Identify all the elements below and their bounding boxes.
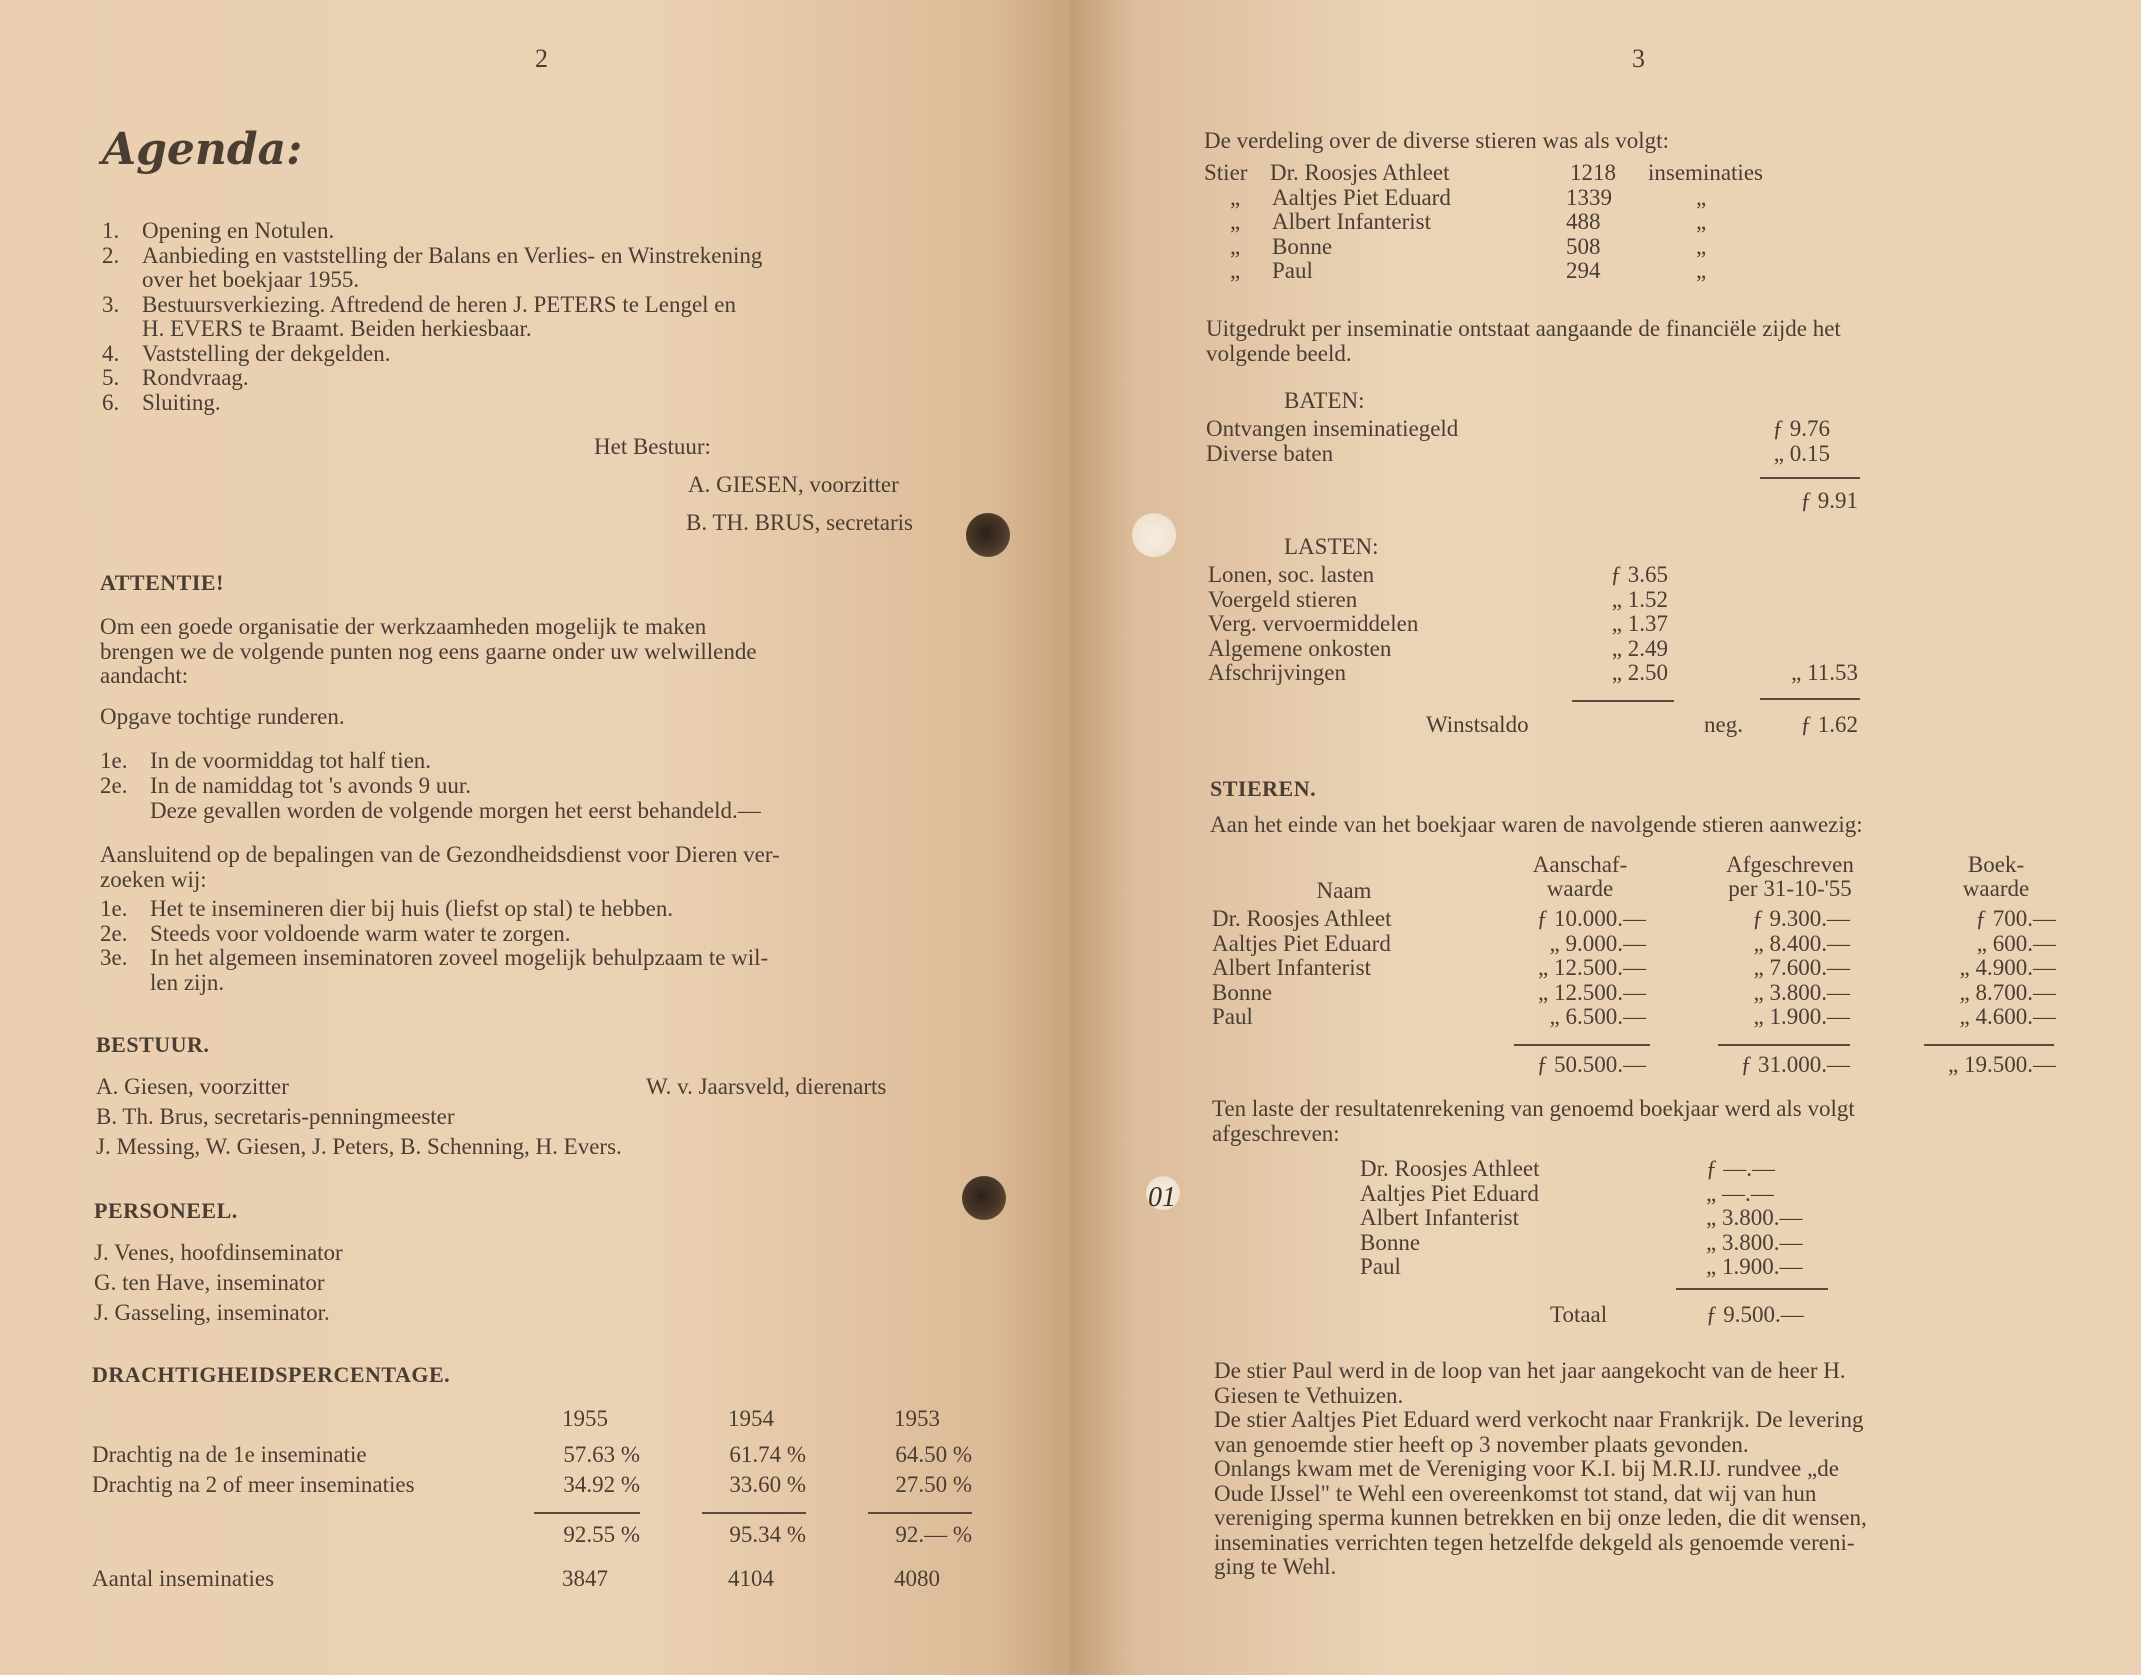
verdeling-name: Aaltjes Piet Eduard: [1272, 184, 1451, 210]
verzoek-item-text: len zijn.: [150, 969, 225, 995]
dracht-value: 61.74 %: [729, 1442, 806, 1467]
verdeling-prefix: „: [1230, 209, 1241, 234]
afschrijving-intro-line: afgeschreven:: [1212, 1120, 1340, 1146]
bestuur-line2: B. Th. Brus, secretaris-penningmeester: [96, 1104, 455, 1129]
verdeling-count: 294: [1566, 258, 1601, 283]
closing-line: Oude IJssel" te Wehl een overeenkomst tot stand, dat wij van hun: [1214, 1480, 1817, 1506]
opgave-heading: Opgave tochtige runderen.: [100, 704, 345, 729]
verdeling-unit: „: [1696, 209, 1707, 234]
verdeling-prefix: „: [1230, 258, 1241, 283]
baten-label: Diverse baten: [1206, 440, 1334, 466]
verdeling-count: 1339: [1566, 184, 1612, 210]
afschrijving-value: „ —.—: [1706, 1180, 1774, 1206]
afschrijving-total-value: ƒ 9.500.—: [1706, 1302, 1804, 1327]
opgave-item-text: In de namiddag tot 's avonds 9 uur.: [150, 772, 471, 798]
stieren-aanschaf: „ 9.000.—: [1549, 930, 1646, 956]
lasten-label: Algemene onkosten: [1208, 635, 1392, 661]
stieren-afgeschreven: „ 7.600.—: [1753, 955, 1850, 980]
dracht-year: 1955: [562, 1406, 608, 1431]
dracht-value: 33.60 %: [729, 1472, 806, 1497]
verdeling-count: 508: [1566, 233, 1601, 259]
col-aanschaf-header-2: waarde: [1546, 876, 1614, 901]
stieren-rule-aanschaf: [1514, 1044, 1650, 1046]
stieren-afgeschreven: „ 3.800.—: [1753, 979, 1850, 1005]
lasten-label: Lonen, soc. lasten: [1208, 562, 1375, 587]
verdeling-name: Bonne: [1272, 233, 1333, 259]
opgave-note: Deze gevallen worden de volgende morgen het eerst behandeld.—: [150, 798, 761, 823]
agenda-item-number: 3.: [102, 291, 120, 317]
lasten-label: Afschrijvingen: [1208, 660, 1346, 685]
dracht-row1-label: Drachtig na de 1e inseminatie: [92, 1442, 367, 1467]
aansluitend-line: Aansluitend op de bepalingen van de Gezondheidsdienst voor Dieren ver-: [100, 842, 780, 867]
agenda-item-text: H. EVERS te Braamt. Beiden herkiesbaar.: [142, 316, 532, 341]
winstsaldo-value: ƒ 1.62: [1800, 712, 1858, 737]
agenda-item-text: Vaststelling der dekgelden.: [142, 340, 391, 366]
attentie-intro-line: aandacht:: [100, 663, 189, 688]
agenda-item-text: over het boekjaar 1955.: [142, 267, 360, 292]
dracht-year: 1953: [894, 1406, 940, 1431]
agenda-item-text: Rondvraag.: [142, 365, 249, 390]
lasten-rule-right: [1760, 698, 1860, 700]
right-page: [1070, 0, 2141, 1675]
dracht-total: 92.55 %: [563, 1522, 640, 1547]
stieren-afgeschreven: „ 8.400.—: [1753, 930, 1850, 956]
lasten-value: „ 1.37: [1611, 611, 1668, 636]
verdeling-name: Dr. Roosjes Athleet: [1270, 160, 1450, 185]
dracht-value: 57.63 %: [563, 1442, 640, 1467]
afschrijving-name: Paul: [1360, 1254, 1401, 1279]
opgave-item-text: In de voormiddag tot half tien.: [150, 748, 432, 773]
opgave-item-number: 2e.: [100, 772, 128, 798]
agenda-item-number: 6.: [102, 389, 120, 415]
dracht-heading: DRACHTIGHEIDSPERCENTAGE.: [92, 1362, 451, 1387]
punch-hole-right-top: [1132, 513, 1176, 557]
verzoek-item-number: 2e.: [100, 920, 128, 946]
closing-line: De stier Aaltjes Piet Eduard werd verkocht naar Frankrijk. De levering: [1214, 1407, 1864, 1432]
dracht-aantal-value: 4080: [894, 1566, 940, 1591]
stieren-afgeschreven: ƒ 9.300.—: [1752, 906, 1850, 931]
closing-line: vereniging sperma kunnen betrekken en bij onze leden, die dit wensen,: [1214, 1505, 1867, 1530]
stieren-boek: „ 4.600.—: [1959, 1004, 2056, 1029]
dracht-value: 64.50 %: [895, 1442, 972, 1467]
dracht-year: 1954: [728, 1406, 774, 1431]
dracht-total: 95.34 %: [729, 1522, 806, 1547]
afschrijving-value: „ 1.900.—: [1706, 1254, 1803, 1279]
stieren-total-afgeschreven: ƒ 31.000.—: [1740, 1052, 1850, 1077]
baten-total: ƒ 9.91: [1800, 488, 1858, 513]
attentie-intro-line: brengen we de volgende punten nog eens gaarne onder uw welwillende: [100, 638, 757, 664]
verdeling-unit: „: [1696, 233, 1707, 259]
bestuur-signature-secretaris: B. TH. BRUS, secretaris: [686, 510, 914, 535]
stieren-afgeschreven: „ 1.900.—: [1753, 1004, 1850, 1029]
afschrijving-value: „ 3.800.—: [1706, 1205, 1803, 1230]
verdeling-unit: „: [1696, 258, 1707, 283]
verdeling-prefix: Stier: [1204, 160, 1248, 185]
col-afgeschreven-header-2: per 31-10-'55: [1728, 876, 1852, 901]
stieren-name: Bonne: [1212, 979, 1273, 1005]
aansluitend-line: zoeken wij:: [100, 866, 207, 892]
lasten-heading: LASTEN:: [1284, 534, 1379, 559]
closing-line: Onlangs kwam met de Vereniging voor K.I. bij M.R.IJ. rundvee „de: [1214, 1456, 1839, 1481]
uitgedrukt-line: volgende beeld.: [1206, 340, 1352, 366]
verdeling-name: Paul: [1272, 258, 1313, 283]
afschrijving-name: Bonne: [1360, 1229, 1421, 1255]
stieren-rule-afgeschreven: [1718, 1044, 1850, 1046]
punch-hole-left-top: [966, 513, 1010, 557]
stieren-name: Paul: [1212, 1004, 1253, 1029]
lasten-value: „ 1.52: [1611, 586, 1668, 612]
stieren-total-aanschaf: ƒ 50.500.—: [1536, 1052, 1646, 1077]
agenda-title: Agenda:: [102, 124, 303, 175]
punch-hole-left-bottom: [962, 1176, 1006, 1220]
lasten-label: Verg. vervoermiddelen: [1208, 611, 1419, 636]
stieren-boek: ƒ 700.—: [1975, 906, 2056, 931]
verdeling-unit: inseminaties: [1648, 160, 1763, 185]
closing-line: Giesen te Vethuizen.: [1214, 1382, 1404, 1408]
personeel-heading: PERSONEEL.: [94, 1198, 238, 1223]
dracht-aantal-value: 3847: [562, 1566, 608, 1591]
stieren-heading: STIEREN.: [1210, 776, 1317, 801]
dracht-rule-1955: [534, 1512, 640, 1514]
stieren-boek: „ 600.—: [1976, 930, 2056, 956]
afschrijving-rule: [1676, 1288, 1828, 1290]
attentie-heading: ATTENTIE!: [100, 570, 224, 595]
baten-rule: [1760, 477, 1860, 479]
stieren-intro: Aan het einde van het boekjaar waren de navolgende stieren aanwezig:: [1210, 812, 1863, 837]
dracht-value: 27.50 %: [895, 1472, 972, 1497]
dracht-row2-label: Drachtig na 2 of meer inseminaties: [92, 1472, 415, 1497]
afschrijving-value: ƒ —.—: [1706, 1156, 1775, 1181]
stieren-boek: „ 8.700.—: [1959, 979, 2056, 1005]
verdeling-count: 1218: [1570, 160, 1616, 185]
stieren-aanschaf: „ 6.500.—: [1549, 1004, 1646, 1029]
afschrijving-value: „ 3.800.—: [1706, 1229, 1803, 1255]
closing-line: inseminaties verrichten tegen hetzelfde dekgeld als genoemde vereni-: [1214, 1529, 1855, 1555]
baten-heading: BATEN:: [1284, 388, 1365, 413]
personeel-item: J. Venes, hoofdinseminator: [94, 1240, 343, 1265]
margin-mark: 01: [1148, 1182, 1176, 1213]
col-afgeschreven-header-1: Afgeschreven: [1726, 852, 1854, 877]
stieren-aanschaf: „ 12.500.—: [1538, 955, 1646, 980]
stieren-total-boek: „ 19.500.—: [1948, 1052, 2056, 1077]
opgave-item-number: 1e.: [100, 748, 128, 773]
dracht-aantal-value: 4104: [728, 1566, 774, 1591]
agenda-item-number: 4.: [102, 340, 120, 366]
lasten-value: ƒ 3.65: [1610, 562, 1668, 587]
left-page: [0, 0, 1070, 1675]
afschrijving-intro-line: Ten laste der resultatenrekening van genoemd boekjaar werd als volgt: [1212, 1096, 1855, 1121]
verdeling-name: Albert Infanterist: [1272, 209, 1432, 234]
afschrijving-name: Albert Infanterist: [1360, 1205, 1520, 1230]
dracht-aantal-label: Aantal inseminaties: [92, 1566, 275, 1591]
agenda-item-text: Bestuursverkiezing. Aftredend de heren J. PETERS te Lengel en: [142, 291, 737, 317]
agenda-item-text: Aanbieding en vaststelling der Balans en Verlies- en Winstrekening: [142, 242, 763, 268]
verdeling-unit: „: [1696, 184, 1707, 210]
personeel-item: J. Gasseling, inseminator.: [94, 1300, 330, 1325]
col-aanschaf-header-1: Aanschaf-: [1532, 852, 1628, 877]
baten-label: Ontvangen inseminatiegeld: [1206, 416, 1459, 441]
verzoek-item-text: Het te insemineren dier bij huis (liefst op stal) te hebben.: [150, 896, 674, 921]
stieren-boek: „ 4.900.—: [1959, 955, 2056, 980]
col-boek-header-2: waarde: [1962, 876, 2030, 901]
lasten-rule-left: [1572, 700, 1674, 702]
agenda-item-number: 2.: [102, 242, 120, 268]
verzoek-item-number: 3e.: [100, 945, 128, 970]
stieren-aanschaf: „ 12.500.—: [1538, 979, 1646, 1005]
stieren-rule-boek: [1924, 1044, 2054, 1046]
lasten-value: „ 2.49: [1611, 635, 1668, 661]
verzoek-item-number: 1e.: [100, 896, 128, 921]
bestuur-dierenarts: W. v. Jaarsveld, dierenarts: [646, 1074, 887, 1099]
page-number-left: 2: [535, 44, 548, 73]
bestuur-heading: BESTUUR.: [96, 1032, 210, 1057]
winstsaldo-label: Winstsaldo: [1426, 712, 1529, 737]
verdeling-prefix: „: [1230, 184, 1241, 210]
page-number-right: 3: [1632, 44, 1645, 73]
agenda-item-text: Opening en Notulen.: [142, 218, 335, 243]
agenda-item-number: 1.: [102, 218, 120, 243]
lasten-value: „ 2.50: [1611, 660, 1668, 685]
uitgedrukt-line: Uitgedrukt per inseminatie ontstaat aangaande de financiële zijde het: [1206, 316, 1841, 341]
verdeling-intro: De verdeling over de diverse stieren was als volgt:: [1204, 128, 1669, 153]
col-naam-header: Naam: [1316, 878, 1372, 903]
dracht-value: 34.92 %: [563, 1472, 640, 1497]
verdeling-count: 488: [1566, 209, 1601, 234]
verzoek-item-text: In het algemeen inseminatoren zoveel mogelijk behulpzaam te wil-: [150, 945, 769, 970]
verdeling-prefix: „: [1230, 233, 1241, 259]
agenda-item-number: 5.: [102, 365, 120, 390]
baten-value: ƒ 9.76: [1772, 416, 1830, 441]
lasten-label: Voergeld stieren: [1208, 586, 1358, 612]
verzoek-item-text: Steeds voor voldoende warm water te zorgen.: [150, 920, 571, 946]
afschrijving-total-label: Totaal: [1550, 1302, 1608, 1327]
stieren-name: Aaltjes Piet Eduard: [1212, 930, 1391, 956]
bestuur-signature-header: Het Bestuur:: [594, 434, 711, 459]
personeel-item: G. ten Have, inseminator: [94, 1270, 325, 1295]
bestuur-line1: A. Giesen, voorzitter: [96, 1074, 289, 1099]
stieren-aanschaf: ƒ 10.000.—: [1536, 906, 1646, 931]
bestuur-signature-voorzitter: A. GIESEN, voorzitter: [688, 472, 899, 497]
winstsaldo-neg: neg.: [1704, 712, 1743, 737]
closing-line: ging te Wehl.: [1214, 1554, 1337, 1579]
closing-line: De stier Paul werd in de loop van het jaar aangekocht van de heer H.: [1214, 1358, 1846, 1383]
dracht-rule-1953: [868, 1512, 972, 1514]
stieren-name: Dr. Roosjes Athleet: [1212, 906, 1392, 931]
stieren-name: Albert Infanterist: [1212, 955, 1372, 980]
bestuur-line3: J. Messing, W. Giesen, J. Peters, B. Schenning, H. Evers.: [96, 1134, 622, 1159]
attentie-intro-line: Om een goede organisatie der werkzaamheden mogelijk te maken: [100, 614, 707, 639]
dracht-rule-1954: [702, 1512, 806, 1514]
closing-line: van genoemde stier heeft op 3 november plaats gevonden.: [1214, 1431, 1749, 1457]
afschrijving-name: Aaltjes Piet Eduard: [1360, 1180, 1539, 1206]
col-boek-header-1: Boek-: [1967, 852, 2025, 877]
baten-value: „ 0.15: [1773, 440, 1830, 466]
lasten-total: „ 11.53: [1791, 660, 1858, 685]
dracht-total: 92.— %: [895, 1522, 972, 1547]
agenda-item-text: Sluiting.: [142, 389, 221, 415]
afschrijving-name: Dr. Roosjes Athleet: [1360, 1156, 1540, 1181]
